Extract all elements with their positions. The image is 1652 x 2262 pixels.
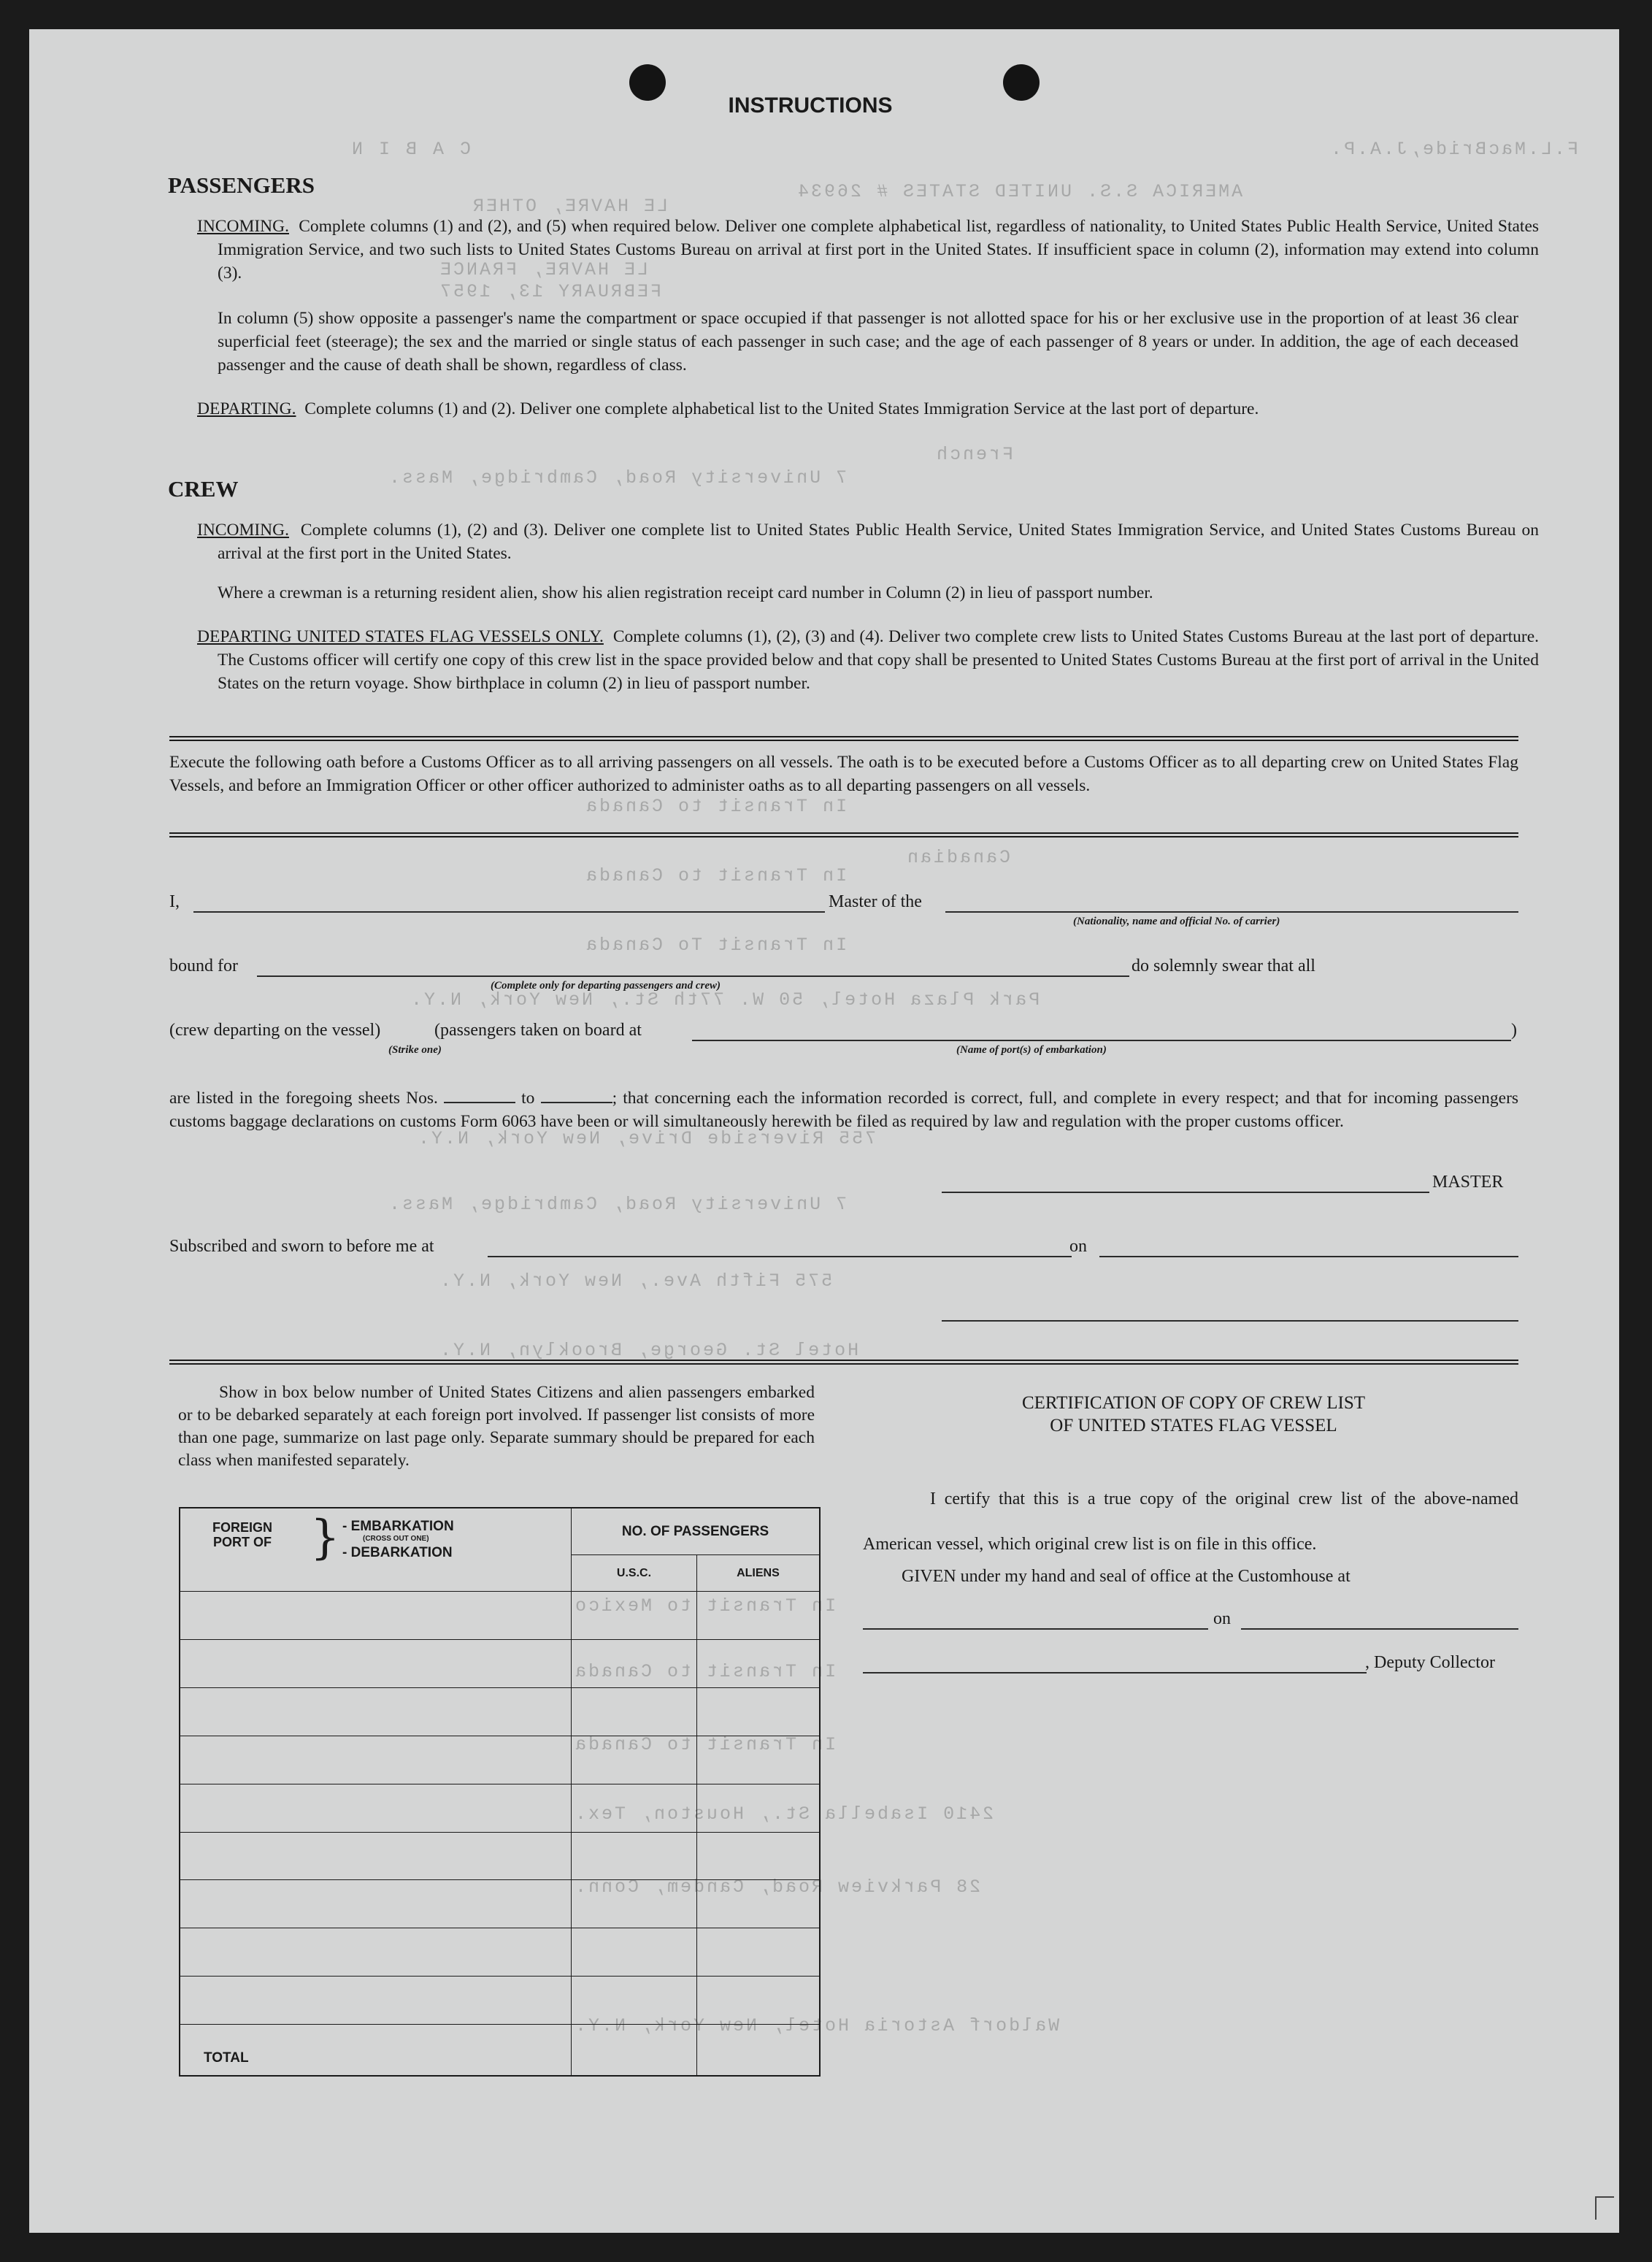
bleed-text: 575 Fifth Ave., New York, N.Y. (438, 1270, 833, 1292)
oath-intro-paragraph: Execute the following oath before a Customs Officer as to all arriving passengers on all vessels. The oath is to be executed before a Customs Officer as to all departing crew on United States Flag Vessels, and before an Immigration Officer or other officer authorized to administer oaths as to all departing passengers on all vessels. (169, 753, 1518, 795)
sworn-place-field[interactable] (488, 1256, 1072, 1257)
bleed-text: In Transit to Canada (573, 1661, 837, 1682)
bleed-text: F.L.MacBride,J.A.P. (1329, 139, 1579, 160)
deputy-collector-label: , Deputy Collector (1365, 1653, 1495, 1672)
sheets-label: are listed in the foregoing sheets Nos. (169, 1089, 438, 1108)
certification-title (869, 1392, 1518, 1437)
bleed-text: 755 Riverside Drive, New York, N.Y. (416, 1128, 877, 1149)
bleed-text: In Transit to Canada (584, 796, 848, 817)
total-label: TOTAL (180, 2025, 572, 2076)
summary-row[interactable] (180, 1784, 820, 1832)
bleed-text: FEBRUARY 13, 1957 (438, 281, 662, 302)
instructions-title: INSTRUCTIONS (728, 93, 893, 118)
summary-row[interactable] (180, 1687, 820, 1736)
bleed-text: LE HAVRE, FRANCE (438, 259, 649, 280)
certification-title-line1: CERTIFICATION OF COPY OF CREW LIST (1021, 1393, 1366, 1413)
bleed-text: Park Plaza Hotel, 50 W. 77th St., New York, N.Y. (409, 989, 1040, 1011)
summary-instructions: Show in box below number of United States Citizens and alien passengers embarked or to be debarked separately at each foreign port involved. If passenger list consists of more than one page, summarize on last page only. Separate summary should be prepared for each class when manifested separately. (178, 1383, 815, 1470)
crew-departing-label: DEPARTING UNITED STATES FLAG VESSELS ONLY. (197, 627, 604, 646)
swear-label: do solemnly swear that all (1132, 956, 1315, 975)
embarkation-port-field[interactable] (692, 1040, 1511, 1041)
summary-row[interactable] (180, 1977, 820, 2025)
carrier-caption: (Nationality, name and official No. of carrier) (1073, 916, 1280, 927)
sworn-officer-field[interactable] (942, 1320, 1518, 1322)
summary-row[interactable] (180, 1639, 820, 1687)
bleed-text: Canadian (905, 847, 1011, 868)
foreign-port-header (180, 1508, 572, 1592)
certification-on-label: on (1213, 1609, 1231, 1628)
usc-header: U.S.C. (572, 1555, 697, 1592)
passengers-heading: PASSENGERS (168, 172, 315, 198)
master-of-label: Master of the (829, 892, 922, 911)
sworn-date-field[interactable] (1099, 1256, 1518, 1257)
passengers-departing-text: Complete columns (1) and (2). Deliver one complete alphabetical list to the United States Immigration Service at the last port of departure. (304, 399, 1259, 418)
customhouse-field[interactable] (863, 1628, 1208, 1630)
sheets-statement-paragraph (169, 1086, 1518, 1133)
master-label: MASTER (1432, 1173, 1504, 1192)
bleed-text: In Transit to Mexico (573, 1595, 837, 1617)
section-divider (169, 1360, 1518, 1365)
cross-out-caption: (CROSS OUT ONE) (363, 1535, 429, 1543)
passengers-departing-paragraph (197, 397, 1539, 421)
certification-title-line2: OF UNITED STATES FLAG VESSEL (1050, 1416, 1337, 1435)
summary-row[interactable] (180, 1592, 820, 1640)
bound-for-field[interactable] (257, 975, 1129, 977)
crew-incoming-paragraph (197, 518, 1539, 565)
master-name-field[interactable] (193, 911, 825, 913)
punch-hole-left (629, 64, 666, 101)
foreign-port-label: FOREIGN PORT OF (212, 1520, 272, 1549)
bleed-text: 2410 Isabella St., Houston, Tex. (573, 1803, 994, 1825)
given-label: GIVEN under my hand and seal of office at the Customhouse at (902, 1567, 1351, 1586)
bleed-text: LE HAVRE, OTHER (471, 196, 669, 217)
sheets-to-field[interactable] (541, 1089, 612, 1103)
passengers-incoming-label: INCOMING. (197, 217, 289, 236)
punch-hole-right (1003, 64, 1040, 101)
bleed-text: Waldorf Astoria Hotel, New York, N.Y. (573, 2015, 1060, 2036)
oath-i-label: I, (169, 892, 180, 911)
carrier-field[interactable] (945, 911, 1518, 913)
corner-mark (1595, 2196, 1614, 2220)
sheets-to-label: to (521, 1089, 535, 1108)
passengers-taken-option[interactable]: (passengers taken on board at (434, 1021, 642, 1040)
strike-one-caption: (Strike one) (388, 1044, 442, 1056)
brace-glyph: } (310, 1511, 340, 1565)
crew-resident-paragraph: Where a crewman is a returning resident alien, show his alien registration receipt card number in Column (2) in lieu of passport number. (218, 583, 1153, 602)
passengers-departing-label: DEPARTING. (197, 399, 296, 418)
summary-row[interactable] (180, 1928, 820, 1977)
certification-statement: I certify that this is a true copy of the original crew list of the above-named American vessel, which original crew list is on file in this office. (863, 1490, 1518, 1554)
passenger-summary-table (179, 1507, 821, 2077)
crew-departing-text: Complete columns (1), (2), (3) and (4). Deliver two complete crew lists to United States Customs Bureau at the last port of departure. The Customs officer will certify one copy of this crew list in the space provided below and that copy shall be presented to United States Customs Bureau at the first port of arrival in the United States on the return voyage. Show birthplace in column (2) in lieu of passport number. (218, 627, 1539, 693)
crew-departing-option[interactable]: (crew departing on the vessel) (169, 1021, 381, 1040)
bleed-text: CABIN (336, 139, 472, 160)
bleed-text: In Transit to Canada (573, 1734, 837, 1755)
subscribed-label: Subscribed and sworn to before me at (169, 1237, 434, 1256)
embarkation-port-caption: (Name of port(s) of embarkation) (956, 1044, 1107, 1056)
bound-for-label: bound for (169, 956, 238, 975)
bleed-text: 7 University Road, Cambridge, Mass. (387, 1194, 848, 1215)
document-page (29, 29, 1619, 2233)
crew-incoming-text: Complete columns (1), (2) and (3). Deliver one complete list to United States Public Health Service, United States Immigration Service, and United States Customs Bureau on arrival at the first port in the United States. (218, 521, 1539, 563)
summary-total-row[interactable] (180, 2025, 820, 2076)
certification-date-field[interactable] (1241, 1628, 1518, 1630)
bleed-text: 7 University Road, Cambridge, Mass. (387, 467, 848, 488)
master-signature-field[interactable] (942, 1192, 1429, 1193)
crew-incoming-label: INCOMING. (197, 521, 289, 540)
bleed-text: In Transit to Canada (584, 865, 848, 886)
embarkation-label[interactable]: - EMBARKATION (342, 1519, 454, 1534)
section-divider (169, 736, 1518, 741)
bound-for-caption: (Complete only for departing passengers and crew) (491, 980, 721, 992)
bleed-text: French (934, 444, 1014, 465)
no-passengers-header: NO. OF PASSENGERS (572, 1508, 820, 1555)
bleed-text: 28 Parkview Road, Candem, Conn. (573, 1876, 981, 1898)
bleed-text: In Transit To Canada (584, 935, 848, 956)
passengers-incoming-text: Complete columns (1) and (2), and (5) when required below. Deliver one complete alphabetical list, regardless of nationality, to United States Public Health Service, United States Immigration Service, and two such lists to United States Customs Bureau on arrival at first port in the United States. If insufficient space in column (2), information may extend into column (3). (218, 217, 1540, 283)
sworn-on-label: on (1069, 1237, 1087, 1256)
debarkation-label[interactable]: - DEBARKATION (342, 1545, 453, 1560)
aliens-header: ALIENS (696, 1555, 820, 1592)
sheets-statement-text: ; that concerning each the information recorded is correct, full, and complete in every respect; and that for incoming passengers customs baggage declarations on customs Form 6063 have been or will simultaneously herewith be filed as required by law and regulation with the proper customs officer. (169, 1089, 1519, 1131)
passengers-column5-paragraph: In column (5) show opposite a passenger's name the compartment or space occupied if that passenger is not allotted space for his or her exclusive use in the proportion of at least 36 clear superficial feet (steerage); the sex and the married or single status of each passenger in such case; and the age of each passenger of 8 years or under. In addition, the age of each deceased passenger and the cause of death shall be shown, regardless of class. (218, 309, 1518, 375)
passengers-incoming-paragraph (197, 215, 1539, 285)
bleed-text: AMERICA S.S. UNITED STATES # 26934 (796, 181, 1243, 202)
section-divider (169, 832, 1518, 837)
sheets-from-field[interactable] (444, 1089, 515, 1103)
deputy-collector-signature-field[interactable] (863, 1672, 1367, 1674)
close-paren: ) (1511, 1021, 1517, 1040)
crew-departing-paragraph (197, 625, 1539, 695)
summary-row[interactable] (180, 1832, 820, 1880)
bleed-text: Hotel St. George, Brooklyn, N.Y. (438, 1340, 859, 1361)
crew-heading: CREW (168, 476, 239, 502)
summary-row[interactable] (180, 1880, 820, 1928)
summary-row[interactable] (180, 1736, 820, 1784)
